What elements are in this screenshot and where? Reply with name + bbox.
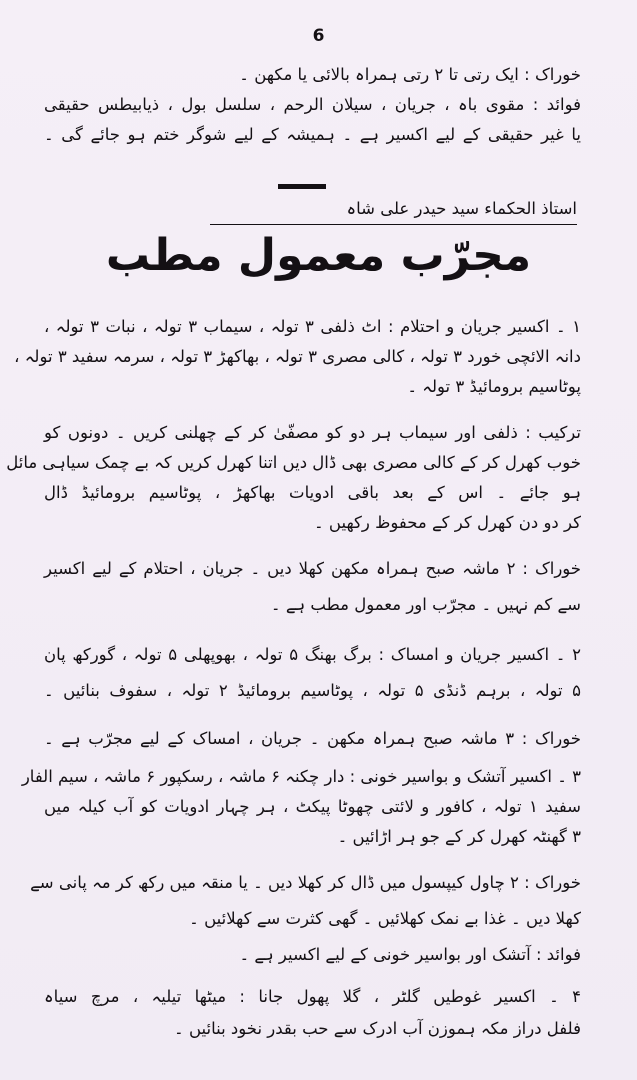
intro-line: یا غیر حقیقی کے لیے اکسیر ہے ۔ ہمیشہ کے لیے شوگر ختم ہو جائے گی ۔ [44,125,581,144]
body-line: کھلا دیں ۔ غذا بے نمک کھلائیں ۔ گھی کثرت سے کھلائیں ۔ [189,909,581,928]
body-line: فوائد : آتشک اور بواسیر خونی کے لیے اکسیر ہے ۔ [239,945,581,964]
intro-line: فوائد : مقوی باہ ، جریان ، سیلان الرحم ، سلسل بول ، ذیابیطس حقیقی [44,95,581,114]
body-line: فلفل دراز مکہ ہموزن آب ادرک سے حب بقدر نخود بنائیں ۔ [174,1019,581,1038]
body-line: ہو جائے ۔ اس کے بعد باقی ادویات بھاکھڑ ، پوٹاسیم برومائیڈ ڈال [44,483,581,502]
body-line: پوٹاسیم برومائیڈ ۳ تولہ ۔ [407,377,581,396]
body-line: ۵ تولہ ، برہم ڈنڈی ۵ تولہ ، پوٹاسیم برومائیڈ ۲ تولہ ، سفوف بنائیں ۔ [44,681,581,700]
body-line: خوب کھرل کر کے کالی مصری بھی ڈال دیں اتنا کھرل کریں کہ بے چمک سیاہی مائل [6,453,581,472]
author-line: استاذ الحکماء سید حیدر علی شاہ [210,196,577,225]
body-line: ۳ گھنٹہ کھرل کر کے جو ہر اڑائیں ۔ [337,827,581,846]
body-line: ۲ ۔ اکسیر جریان و امساک : برگ بھنگ ۵ تولہ ، بھوپھلی ۵ تولہ ، گورکھ پان [44,645,582,664]
body-line: کر دو دن کھرل کر کے محفوظ رکھیں ۔ [314,513,581,532]
intro-line: خوراک : ایک رتی تا ۲ رتی ہمراہ بالائی یا مکھن ۔ [239,65,581,84]
section-heading: مجرّب معمول مطب [105,230,532,281]
page-number: 6 [312,26,325,46]
body-line: ترکیب : ذلفی اور سیماب ہر دو کو مصفّیٰ کر کے چھلنی کریں ۔ دونوں کو [44,423,581,442]
body-line: ۳ ۔ اکسیر آتشک و بواسیر خونی : دار چکنہ ۶ ماشہ ، رسکپور ۶ ماشہ ، سیم الفار [21,767,581,786]
body-line: خوراک : ۲ ماشہ صبح ہمراہ مکھن کھلا دیں ۔ جریان ، احتلام کے لیے اکسیر [44,559,582,578]
body-line: سے کم نہیں ۔ مجرّب اور معمول مطب ہے ۔ [270,595,581,614]
body-line: سفید ۱ تولہ ، کافور و لائتی چھوٹا پیکٹ ، ہر چہار ادویات کو آب کیلہ میں [44,797,581,816]
body-line: ۴ ۔ اکسیر غوطیں گلٹر ، گلا پھول جانا : میٹھا تیلیہ ، مرچ سیاہ [44,987,581,1006]
section-divider [278,184,326,189]
body-line: دانہ الائچی خورد ۳ تولہ ، کالی مصری ۳ تولہ ، بھاکھڑ ۳ تولہ ، سرمہ سفید ۳ تولہ ، [14,347,581,366]
body-line: خوراک : ۲ چاول کیپسول میں ڈال کر کھلا دیں ۔ یا منقہ میں رکھ کر مہ پانی سے [30,873,581,892]
body-line: ۱ ۔ اکسیر جریان و احتلام : اٹ ذلفی ۳ تولہ ، سیماب ۳ تولہ ، نبات ۳ تولہ ، [44,317,581,336]
body-line: خوراک : ۳ ماشہ صبح ہمراہ مکھن ۔ جریان ، امساک کے لیے مجرّب ہے ۔ [44,729,581,748]
